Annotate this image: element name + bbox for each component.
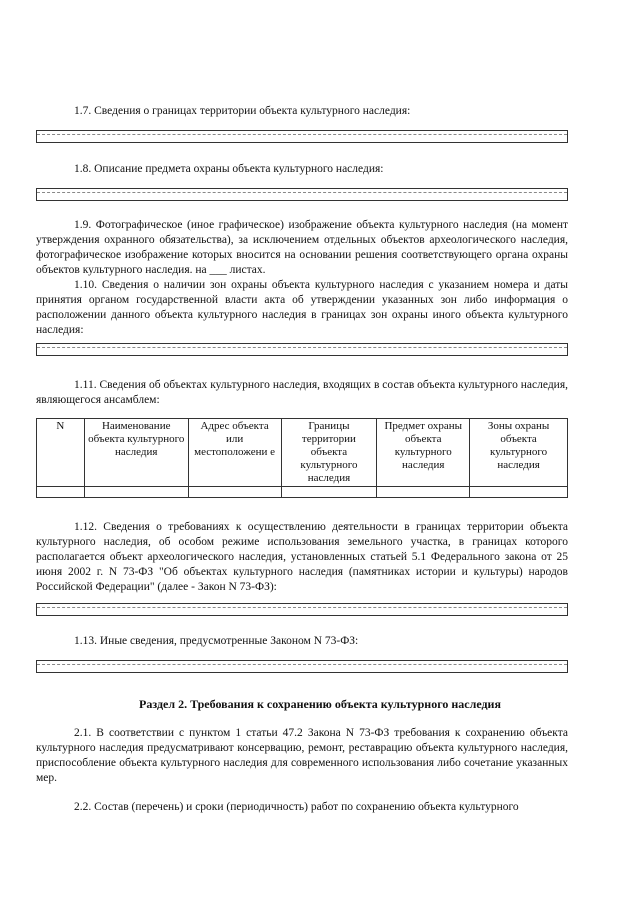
section-2-2-text: 2.2. Состав (перечень) и сроки (периодичность) работ по сохранению объекта культурного (74, 801, 519, 813)
col-header-protection-zones: Зоны охраны объекта культурного наследия (470, 419, 568, 487)
section-1-7-label: 1.7. Сведения о границах территории объекта культурного наследия: (74, 105, 411, 117)
section-1-10-field[interactable] (36, 343, 568, 356)
section-1-13-field[interactable] (36, 660, 568, 673)
table-cell[interactable] (84, 487, 188, 498)
table-cell[interactable] (37, 487, 85, 498)
table-cell[interactable] (281, 487, 377, 498)
section-2-title: Раздел 2. Требования к сохранению объекта культурного наследия (139, 697, 501, 711)
col-header-name: Наименование объекта культурного наследия (84, 419, 188, 487)
table-row[interactable] (37, 487, 568, 498)
section-1-12-field[interactable] (36, 603, 568, 616)
table-cell[interactable] (470, 487, 568, 498)
section-2-1-text: 2.1. В соответствии с пунктом 1 статьи 47.2 Закона N 73-ФЗ требования к сохранению объекта культурного наследия предусматривают консервацию, ремонт, реставрацию объекта культурного наследия, приспособление объекта культурного наследия для современного использования либо сочетание указанных мер. (36, 727, 568, 784)
table-header-row (37, 419, 568, 487)
heritage-objects-table (36, 418, 568, 498)
col-header-number: N (37, 419, 85, 487)
section-1-9-text: 1.9. Фотографическое (иное графическое) изображение объекта культурного наследия (на момент утверждения охранного обязательства), за исключением отдельных объектов археологического наследия, фотографическое изображение которых вносится на основании решения соответствующего органа охраны объектов культурного наследия. на ___ листах. (36, 219, 568, 276)
table-cell[interactable] (188, 487, 281, 498)
col-header-protection-subject: Предмет охраны объекта культурного наследия (377, 419, 470, 487)
table-cell[interactable] (377, 487, 470, 498)
section-1-8-label: 1.8. Описание предмета охраны объекта культурного наследия: (74, 163, 384, 175)
section-1-12-text: 1.12. Сведения о требованиях к осуществлению деятельности в границах территории объекта культурного наследия, об особом режиме использования земельного участка, в границах которого располагается объект археологического наследия, установленных статьей 5.1 Федерального закона от 25 июня 2002 г. N 73-ФЗ "Об объектах культурного наследия (памятниках истории и культуры) народов Российской Федерации" (далее - Закон N 73-ФЗ): (36, 521, 568, 593)
section-1-11-text: 1.11. Сведения об объектах культурного наследия, входящих в состав объекта культурного наследия, являющегося ансамблем: (36, 379, 568, 406)
section-1-10-text: 1.10. Сведения о наличии зон охраны объекта культурного наследия с указанием номера и даты принятия органом государственной власти акта об утверждении указанных зон либо информация о расположении данного объекта культурного наследия в границах зон охраны иного объекта культурного наследия: (36, 279, 568, 336)
section-1-13-label: 1.13. Иные сведения, предусмотренные Законом N 73-ФЗ: (74, 635, 359, 647)
section-1-8-field[interactable] (36, 188, 568, 201)
col-header-boundaries: Границы территории объекта культурного наследия (281, 419, 377, 487)
section-1-7-field[interactable] (36, 130, 568, 143)
col-header-address: Адрес объекта или местоположени е (188, 419, 281, 487)
